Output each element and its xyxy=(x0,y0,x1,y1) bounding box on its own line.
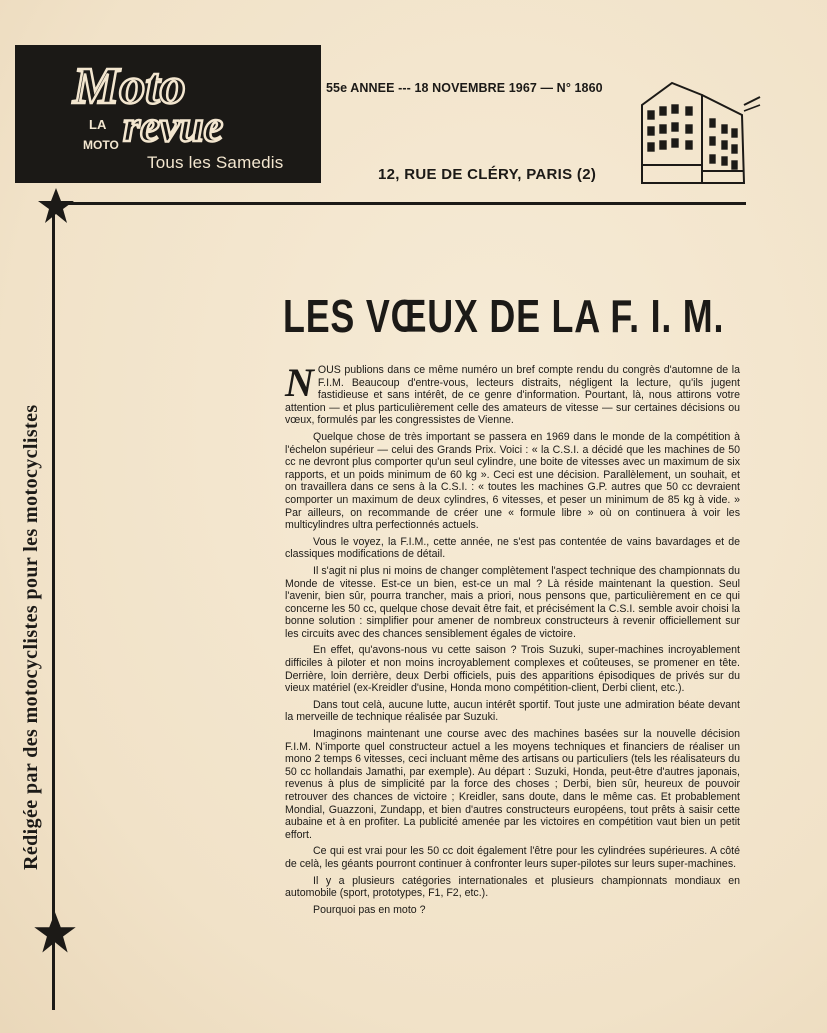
masthead xyxy=(15,45,321,183)
logo-la-text: LA xyxy=(89,117,107,132)
article-paragraph: Vous le voyez, la F.I.M., cette année, ne s'est pas contentée de vains bavardages et de classiques modifications de détail. xyxy=(285,535,740,561)
logo-revue-text: revue xyxy=(123,102,224,151)
article-paragraph: Ce qui est vrai pour les 50 cc doit également l'être pour les cylindrées supérieures. A côté de celà, les géants pourront continuer à confronter leurs super-pilotes sur leurs super-machines. xyxy=(285,845,740,870)
star-ornament-top-icon xyxy=(36,186,76,226)
issue-line: 55e ANNEE --- 18 NOVEMBRE 1967 — N° 1860 xyxy=(326,81,603,95)
headline: LES VŒUX DE LA F. I. M. xyxy=(283,290,725,342)
article-paragraph: Imaginons maintenant une course avec des machines basées sur la nouvelle décision F.I.M. N'importe quel constructeur actuel a les moyens techniques et financiers de réaliser un mono 2 temps 6 vitesses, ceci incluant même des artisans ou particuliers (tels les réalisateurs du 50 cc hollandais Jamathi, par exemple). Au départ : Suzuki, Honda, peut-être d'autres japonais, revenus à plus de simplicité par la force des choses ; Derbi, bien sûr, heureux de pouvoir retrouver des chances de victoire ; Kreidler, sans doute, dans le même cas. Et probablement Mondial, Guazzoni, Zundapp, et bien d'autres constructeurs européens, tout prêts à saisir cette aubaine et à en profiter. La publicité amenée par les victoires en compétition vaut bien un petit effort. xyxy=(285,728,740,841)
article-paragraph: Quelque chose de très important se passera en 1969 dans le monde de la compétition à l'échelon supérieur — celui des Grands Prix. Voici : « la C.S.I. a décidé que les machines de 50 cc ne devront plus comporter qu'un seul cylindre, une boite de vitesses avec un maximum de six rapports, et un poids minimum de 60 kg ». Ceci est une décision. Parallèlement, un souhait, et on travaillera dans ce sens à la C.S.I. : « toutes les machines G.P. autres que 50 cc devraient comporter un maximum de deux cylindres, 6 vitesses, et peser un minimum de 85 kg à vide. » Par ailleurs, on recommande de créer une « formule libre » où on continuera à voir les multicylindres ultra perfectionnés actuels. xyxy=(285,430,740,532)
article-paragraph: Il y a plusieurs catégories internationales et plusieurs championnats mondiaux en automobile (sport, prototypes, F1, F2, etc.). xyxy=(285,874,740,900)
dropcap: N xyxy=(285,360,314,405)
article-paragraph: Dans tout celà, aucune lutte, aucun intérêt sportif. Tout juste une admiration béate devant la merveille de technique réalisée par Suzuki. xyxy=(285,698,740,724)
logo-moto-small-text: MOTO xyxy=(83,138,119,152)
horizontal-rule xyxy=(60,202,746,205)
logo-moto-text: Moto xyxy=(73,58,186,115)
address: 12, RUE DE CLÉRY, PARIS (2) xyxy=(378,166,597,183)
article-paragraph: En effet, qu'avons-nous vu cette saison ? Trois Suzuki, super-machines incroyablement difficiles à piloter et non moins incroyablement complexes et coûteuses, se promener en tête. Derrière, loin derrière, deux Derbi officiels, puis des apparitions épisodiques de privés sur du vieux matériel (ex-Kreidler d'usine, Honda mono compétition-client, Derbi client, etc.). xyxy=(285,644,740,695)
paragraph-text: OUS publions dans ce même numéro un bref compte rendu du congrès d'automne de la F.I.M. Beaucoup d'entre-vous, lecteurs distraits, négligent la lecture, qu'ils jugent fastidieuse et sans intérêt, de ce genre d'information. Pourtant, là, nous attirons votre attention — et plus particulièrement celle des amateurs de vitesse — sur certaines décisions ou vœux, formulés par les congressistes de Vienne. xyxy=(285,364,740,427)
vertical-rule xyxy=(52,210,55,1010)
article-paragraph xyxy=(285,360,740,427)
tagline: Tous les Samedis xyxy=(147,153,284,172)
article-paragraph: Il s'agit ni plus ni moins de changer complètement l'aspect technique des championnats du Monde de vitesse. Est-ce un bien, est-ce un mal ? Là réside maintenant la question. Seul l'avenir, bien sûr, pourra trancher, mais a priori, nous pensons que, particulièrement en ce qui concerne les 50 cc, quelque chose devait être fait, et précisément la C.S.I. semble avoir choisi la bonne solution : simplifier pour amener de nombreux constructeurs à revenir officiellement sur les circuits avec des chances sensiblement égales de victoire. xyxy=(285,564,740,640)
side-text-container xyxy=(20,404,42,871)
star-ornament-bottom-icon xyxy=(32,910,78,956)
building-illustration xyxy=(632,75,762,187)
side-text: Rédigée par des motocyclistes pour les motocyclistes xyxy=(20,404,42,870)
article-paragraph: Pourquoi pas en moto ? xyxy=(313,903,426,916)
article-body xyxy=(285,360,740,920)
